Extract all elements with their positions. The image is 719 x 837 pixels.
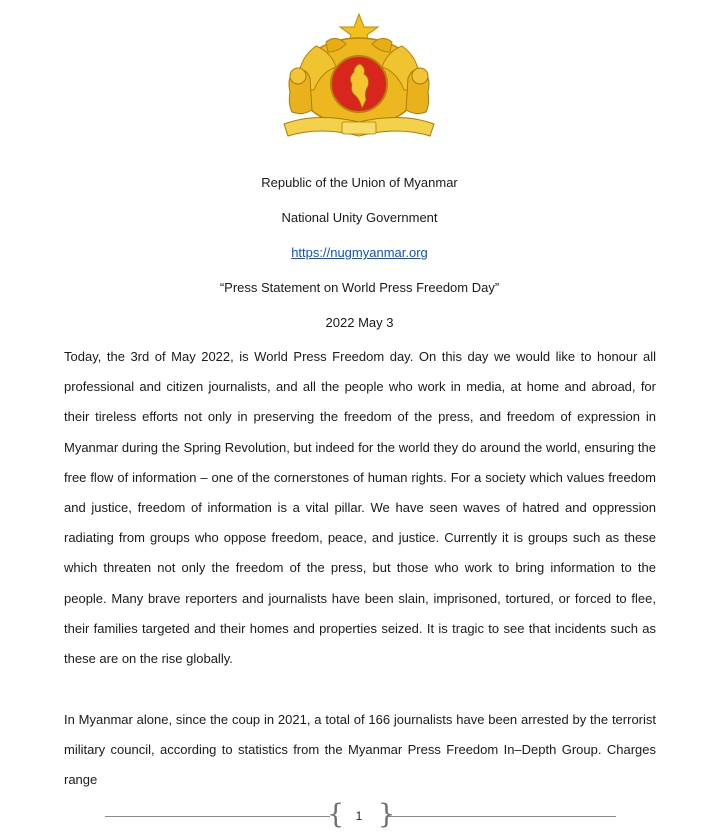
- country-name: Republic of the Union of Myanmar: [261, 175, 458, 190]
- statement-title: “Press Statement on World Press Freedom Day”: [219, 280, 500, 295]
- statement-date: 2022 May 3: [325, 315, 394, 330]
- myanmar-state-emblem-icon: [276, 12, 442, 146]
- footer-divider-right: [388, 816, 616, 817]
- page-number: 1: [355, 809, 363, 823]
- body-paragraph-1: Today, the 3rd of May 2022, is World Press Freedom day. On this day we would like to honour all professional and citizen journalists, and all the people who work in media, at home and abroad, for their tireless efforts not only in preserving the freedom of the press, and freedom of expression in Myanmar during the Spring Revolution, but indeed for the world they do around the world, ensuring the free flow of information – one of the cornerstones of human rights. For a society which values freedom and justice, freedom of information is a vital pillar. We have seen waves of hatred and oppression radiating from groups who oppose freedom, peace, and justice. Currently it is groups such as these which threaten not only the freedom of the press, but those who work to bring information to the people. Many brave reporters and journalists have been slain, imprisoned, tortured, or forced to flee, their families targeted and their homes and properties seized. It is tragic to see that incidents such as these are on the rise globally.: [64, 349, 656, 667]
- body-paragraph-2: In Myanmar alone, since the coup in 2021, a total of 166 journalists have been arrested by the terrorist military council, according to statistics from the Myanmar Press Freedom In–Depth Group. Charges range: [64, 712, 656, 788]
- footer-divider-left: [105, 816, 330, 817]
- website-link[interactable]: https://nugmyanmar.org: [291, 245, 428, 260]
- left-brace-icon: {: [327, 799, 345, 830]
- government-name: National Unity Government: [281, 210, 438, 225]
- right-brace-icon: }: [378, 799, 396, 830]
